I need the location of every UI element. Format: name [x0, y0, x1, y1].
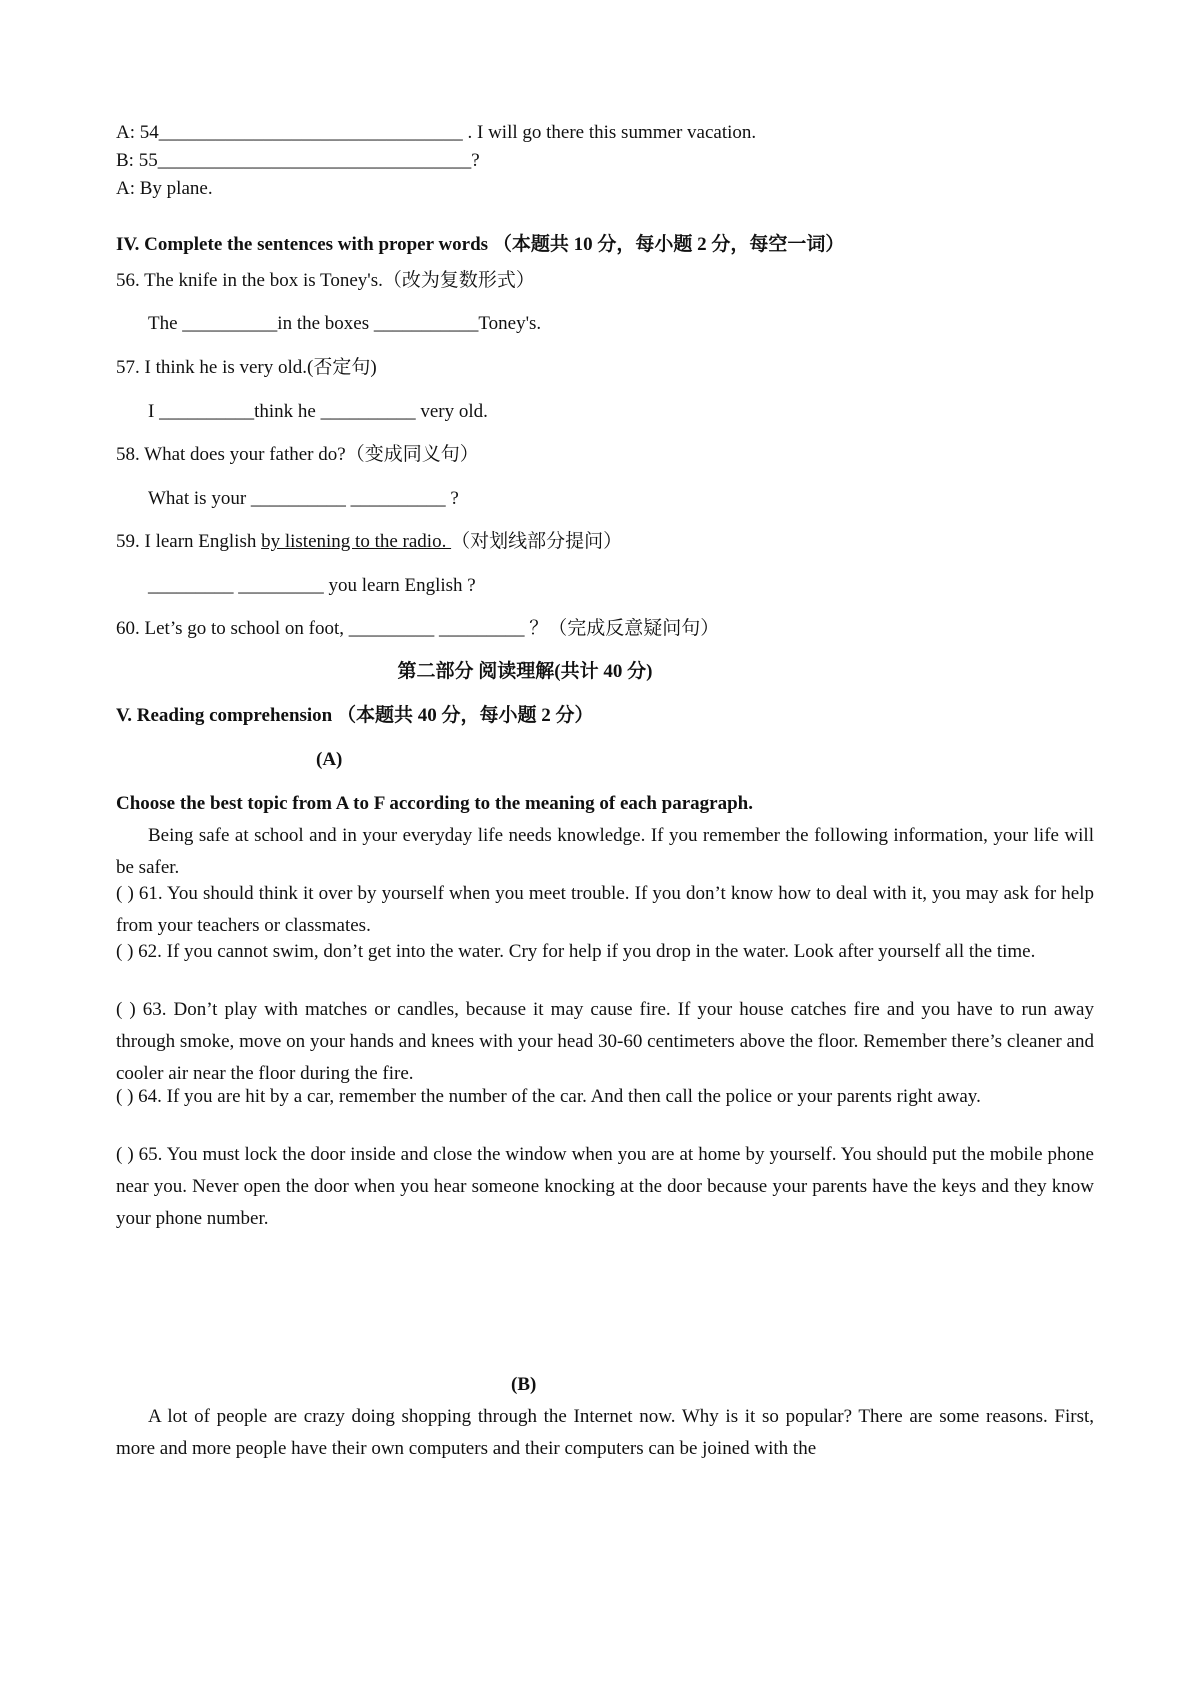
dialog-line-a54: A: 54________________________________ . I will go there this summer vacation. — [116, 122, 757, 143]
question-62: ( ) 62. If you cannot swim, don’t get into the water. Cry for help if you drop in the water. Look after yourself all the time. — [116, 941, 1036, 962]
section-4-heading: IV. Complete the sentences with proper words （本题共 10 分，每小题 2 分，每空一词） — [116, 234, 845, 255]
question-64: ( ) 64. If you are hit by a car, remember the number of the car. And then call the police or your parents right away. — [116, 1086, 981, 1107]
question-56: 56. The knife in the box is Toney's.（改为复数形式） — [116, 270, 535, 291]
answer-line-57: I __________think he __________ very old. — [148, 401, 488, 422]
question-63: ( ) 63. Don’t play with matches or candles, because it may cause fire. If your house catches fire and you have to run away through smoke, move on your hands and knees with your head 30-60 centimeters above the floor. Remember there’s cleaner and cooler air near the floor during the fire. — [116, 999, 1094, 1084]
section-5-heading: V. Reading comprehension （本题共 40 分，每小题 2 分） — [116, 705, 594, 726]
dialog-line-b55: B: 55_________________________________? — [116, 150, 480, 171]
answer-line-56: The __________in the boxes ___________Toney's. — [148, 313, 542, 334]
passage-a-instruction: Choose the best topic from A to F according to the meaning of each paragraph. — [116, 793, 753, 814]
answer-line-58: What is your __________ __________ ? — [148, 488, 459, 509]
passage-a-intro: Being safe at school and in your everyday life needs knowledge. If you remember the following information, your life will be safer. — [116, 825, 1094, 878]
question-61: ( ) 61. You should think it over by yourself when you meet trouble. If you don’t know how to deal with it, you may ask for help from your teachers or classmates. — [116, 883, 1094, 936]
passage-a-label: (A) — [316, 749, 343, 770]
question-58: 58. What does your father do?（变成同义句） — [116, 444, 479, 465]
question-59-prefix: 59. I learn English — [116, 531, 262, 552]
part-2-heading: 第二部分 阅读理解(共计 40 分) — [397, 661, 653, 682]
dialog-line-a-plane: A: By plane. — [116, 178, 213, 199]
question-57: 57. I think he is very old.(否定句) — [116, 357, 377, 378]
question-60: 60. Let’s go to school on foot, _________ _________ ？（完成反意疑问句） — [116, 618, 720, 639]
question-59-suffix: （对划线部分提问） — [451, 531, 623, 552]
answer-line-59: _________ _________ you learn English ? — [148, 575, 476, 596]
question-65: ( ) 65. You must lock the door inside and close the window when you are at home by yourself. You should put the mobile phone near you. Never open the door when you hear someone knocking at the door because your parents have the keys and they know your phone number. — [116, 1144, 1094, 1229]
question-59 — [116, 530, 622, 554]
question-59-underlined: by listening to the radio. — [261, 531, 452, 552]
passage-b-text: A lot of people are crazy doing shopping through the Internet now. Why is it so popular? There are some reasons. First, more and more people have their own computers and their computers can be joined with the — [116, 1406, 1094, 1459]
passage-b-label: (B) — [511, 1374, 537, 1395]
